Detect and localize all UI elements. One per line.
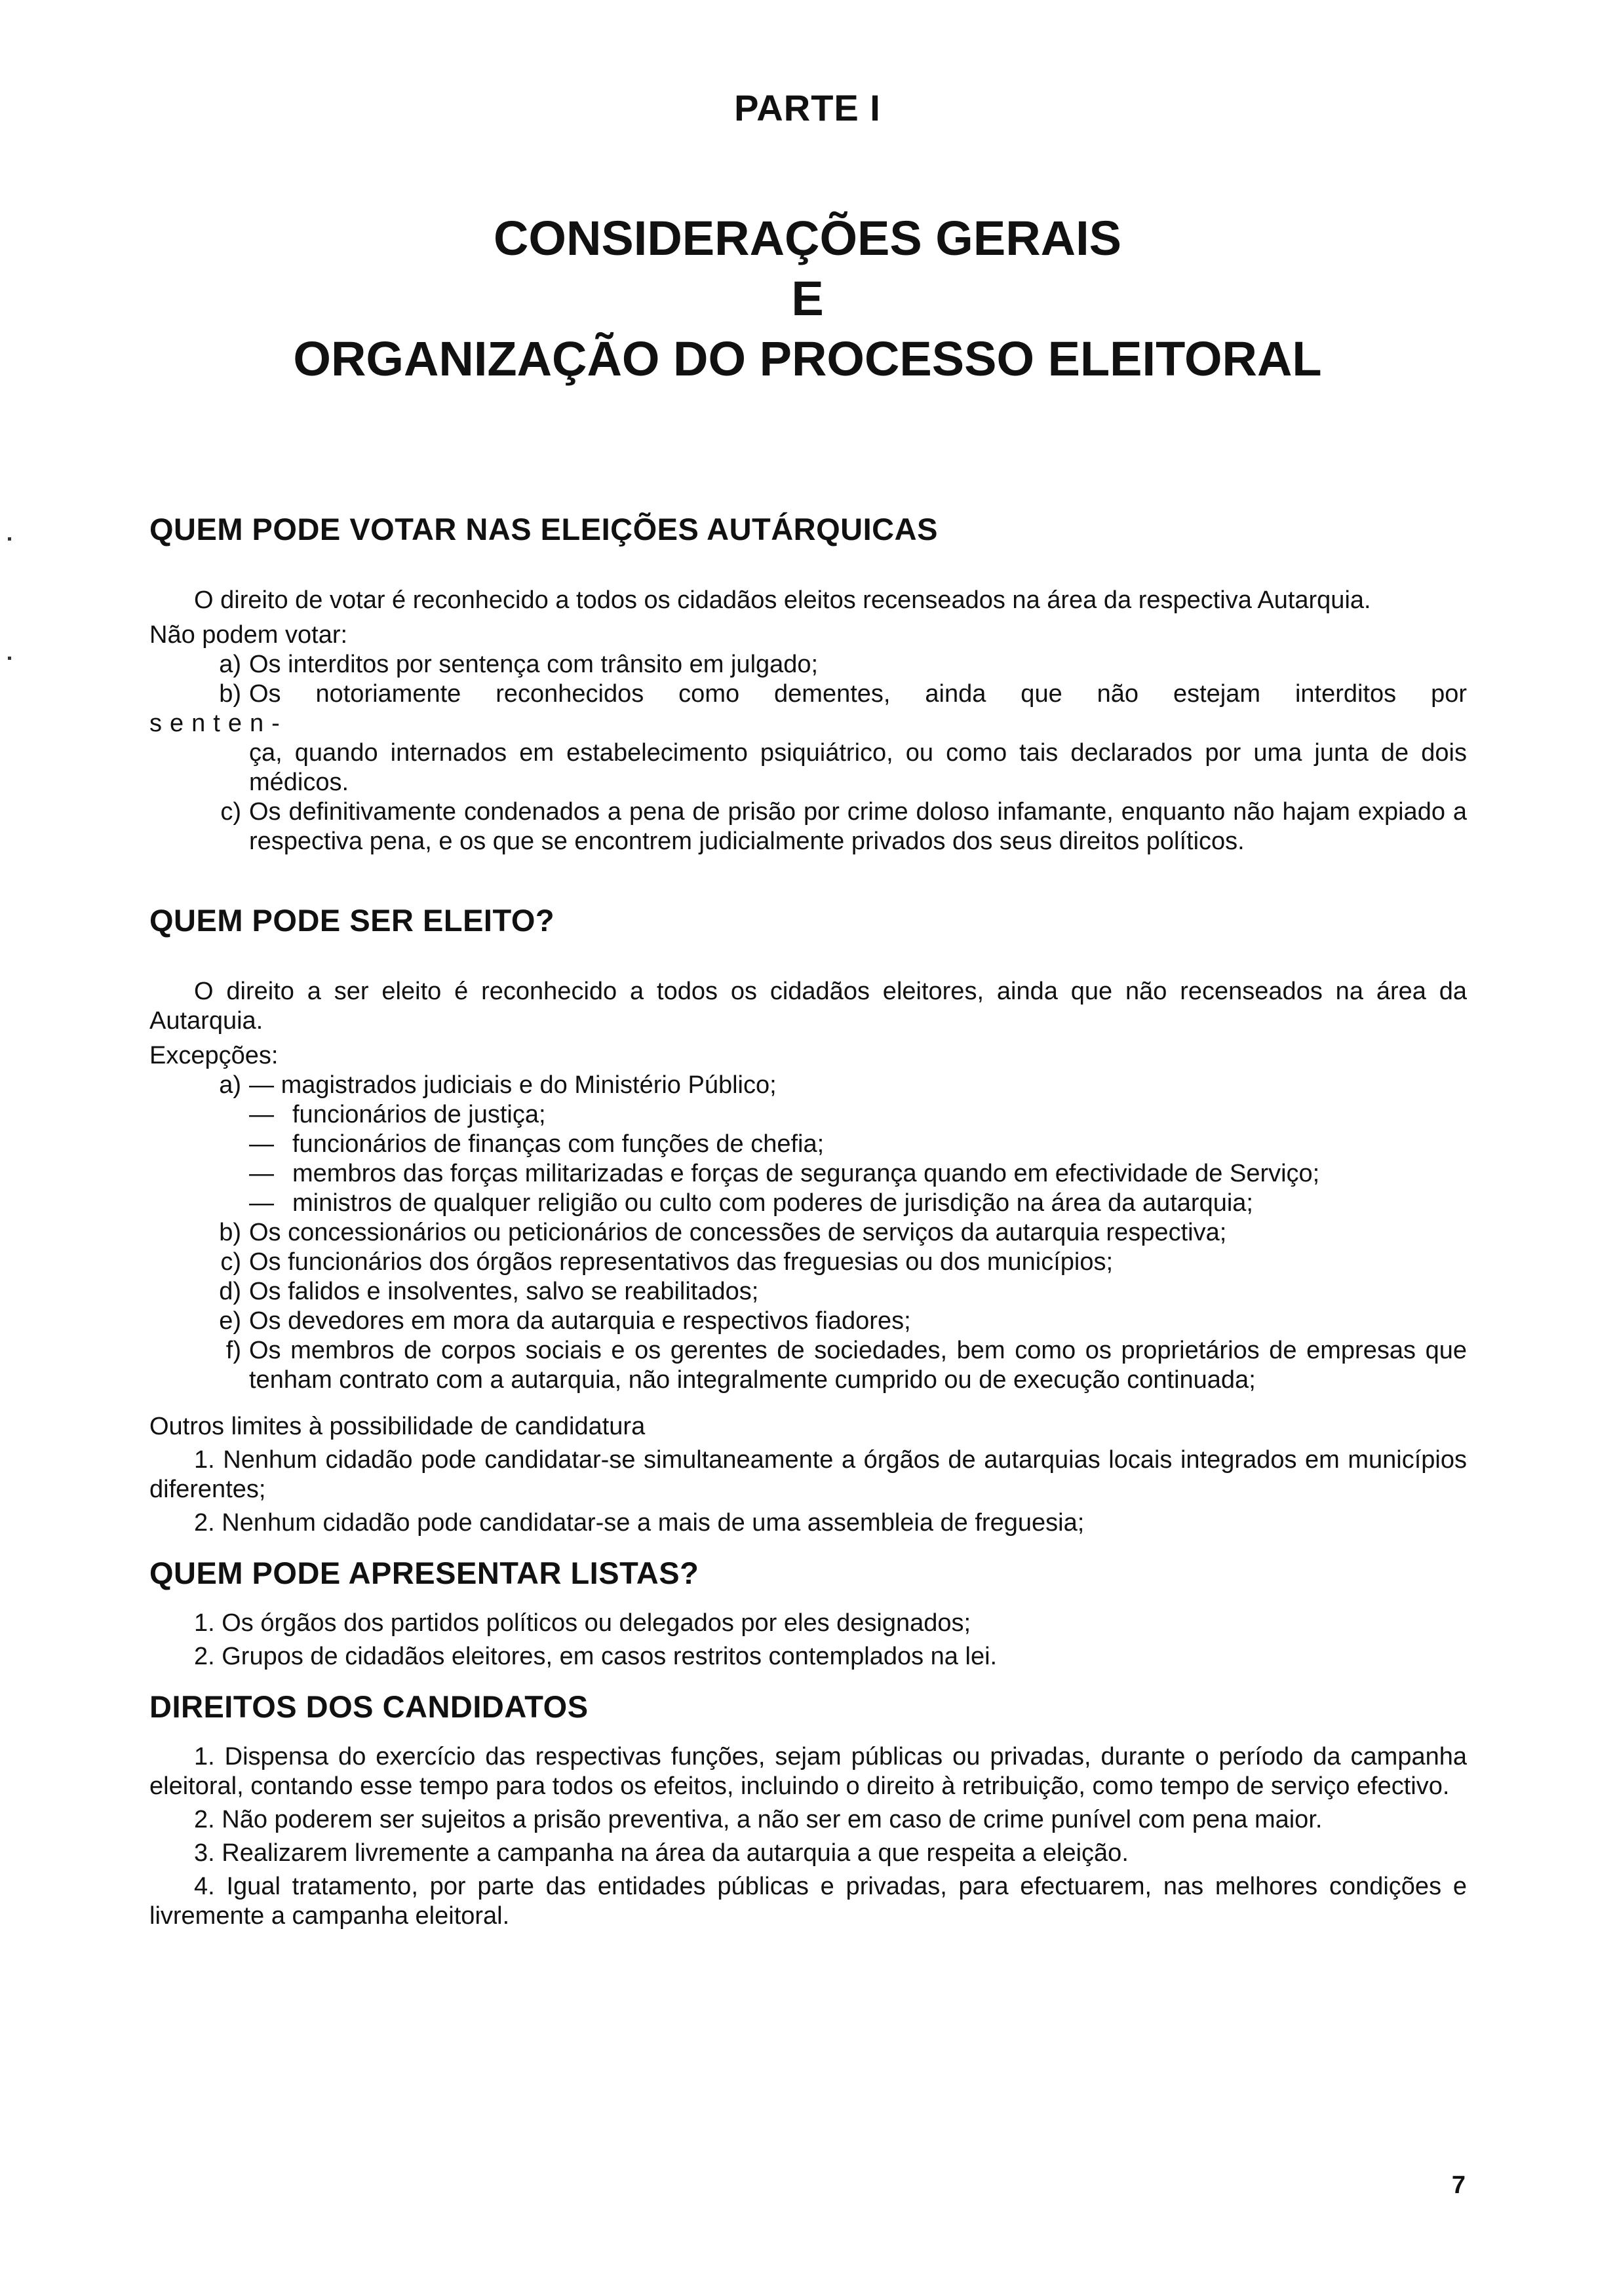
list-lead: Não podem votar:: [149, 621, 348, 649]
dash-marker: —: [249, 1130, 274, 1158]
title-line-2: E: [791, 271, 824, 326]
dash-marker: —: [249, 1189, 274, 1217]
dash-marker: —: [249, 1101, 274, 1128]
list-marker: f): [225, 1337, 241, 1364]
list-marker: b): [219, 680, 241, 708]
list-item: [149, 650, 1467, 679]
dash-item-text: magistrados judiciais e do Ministério Público;: [281, 1071, 777, 1099]
main-title: [0, 208, 1615, 389]
section-heading-who-can-vote: QUEM PODE VOTAR NAS ELEIÇÕES AUTÁRQUICAS: [149, 512, 938, 546]
page-number: 7: [1451, 2172, 1466, 2199]
list-item: [149, 1277, 1467, 1307]
dash-item-text: funcionários de justiça;: [292, 1101, 546, 1128]
list-lead: Outros limites à possibilidade de candidatura: [149, 1413, 646, 1440]
list-text: Os devedores em mora da autarquia e respectivos fiadores;: [249, 1307, 911, 1335]
list-lead: Excepções:: [149, 1042, 279, 1069]
part-label: PARTE I: [734, 87, 881, 128]
dash-marker: —: [249, 1071, 274, 1099]
dash-marker: —: [249, 1160, 274, 1187]
list-marker: c): [220, 1248, 241, 1276]
paragraph: O direito de votar é reconhecido a todos os cidadãos eleitos recenseados na área da respectiva Autarquia.: [194, 586, 1371, 614]
dash-item: [149, 1100, 1467, 1130]
hyphenated-fragment: senten-: [149, 710, 288, 737]
list-text: [249, 1071, 1467, 1100]
numbered-paragraph: 1. Nenhum cidadão pode candidatar-se simultaneamente a órgãos de autarquias locais integrados em municípios diferentes;: [149, 1446, 1467, 1503]
section-heading-who-can-be-elected: QUEM PODE SER ELEITO?: [149, 903, 555, 938]
list-text: Os falidos e insolventes, salvo se reabilitados;: [249, 1278, 759, 1305]
document-body: [149, 511, 1467, 1931]
dash-item: [149, 1130, 1467, 1159]
dash-item-text: funcionários de finanças com funções de chefia;: [292, 1130, 825, 1158]
list-text: Os notoriamente reconhecidos como dementes, ainda que não estejam interditos por: [249, 680, 1467, 708]
list-marker: b): [219, 1219, 241, 1246]
list-text: Os interditos por sentença com trânsito em julgado;: [249, 651, 819, 678]
list-text: Os concessionários ou peticionários de concessões de serviços da autarquia respectiva;: [249, 1219, 1227, 1246]
list-marker: d): [219, 1278, 241, 1305]
list-item: [149, 797, 1467, 856]
list-item: [149, 1336, 1467, 1395]
list-marker: a): [219, 1071, 241, 1099]
list-item: [149, 679, 1467, 709]
list-marker: a): [219, 651, 241, 678]
scan-speck: [8, 657, 11, 660]
list-marker: e): [219, 1307, 241, 1335]
list-item: [149, 1218, 1467, 1248]
section-heading-who-can-present-lists: QUEM PODE APRESENTAR LISTAS?: [149, 1556, 699, 1590]
list-text-continued: ça, quando internados em estabelecimento psiquiátrico, ou como tais declarados por uma junta de dois médicos.: [249, 739, 1467, 796]
list-text: Os funcionários dos órgãos representativos das freguesias ou dos municípios;: [249, 1248, 1114, 1276]
dash-item: [149, 1189, 1467, 1218]
numbered-paragraph: 1. Dispensa do exercício das respectivas funções, sejam públicas ou privadas, durante o período da campanha eleitoral, contando esse tempo para todos os efeitos, incluindo o direito à retribuição, como tempo de serviço efectivo.: [149, 1743, 1467, 1800]
dash-item: [149, 1159, 1467, 1189]
numbered-paragraph: 1. Os órgãos dos partidos políticos ou delegados por eles designados;: [194, 1609, 971, 1637]
numbered-paragraph: 2. Não poderem ser sujeitos a prisão preventiva, a não ser em caso de crime punível com pena maior.: [194, 1806, 1323, 1833]
section-heading-candidate-rights: DIREITOS DOS CANDIDATOS: [149, 1689, 589, 1724]
list-marker: c): [220, 798, 241, 826]
numbered-paragraph: 4. Igual tratamento, por parte das entidades públicas e privadas, para efectuarem, nas melhores condições e livremente a campanha eleitoral.: [149, 1873, 1467, 1930]
list-item: [149, 1071, 1467, 1100]
list-text: Os definitivamente condenados a pena de prisão por crime doloso infamante, enquanto não hajam expiado a respectiva pena, e os que se encontrem judicialmente privados dos seus direitos políticos.: [249, 798, 1467, 855]
numbered-paragraph: 2. Grupos de cidadãos eleitores, em casos restritos contemplados na lei.: [194, 1643, 998, 1670]
dash-item-text: membros das forças militarizadas e forças de segurança quando em efectividade de Serviço;: [292, 1160, 1320, 1187]
numbered-paragraph: 2. Nenhum cidadão pode candidatar-se a mais de uma assembleia de freguesia;: [194, 1509, 1085, 1537]
dash-item-text: ministros de qualquer religião ou culto com poderes de jurisdição na área da autarquia;: [292, 1189, 1253, 1217]
scan-speck: [8, 537, 11, 541]
numbered-paragraph: 3. Realizarem livremente a campanha na área da autarquia a que respeita a eleição.: [194, 1839, 1129, 1867]
title-line-3: ORGANIZAÇÃO DO PROCESSO ELEITORAL: [293, 332, 1322, 386]
list-item: [149, 1248, 1467, 1277]
paragraph: O direito a ser eleito é reconhecido a todos os cidadãos eleitores, ainda que não recenseados na área da Autarquia.: [149, 978, 1467, 1035]
list-text: Os membros de corpos sociais e os gerentes de sociedades, bem como os proprietários de empresas que tenham contrato com a autarquia, não integralmente cumprido ou de execução continuada;: [249, 1337, 1467, 1394]
title-line-1: CONSIDERAÇÕES GERAIS: [493, 211, 1122, 265]
list-item: [149, 1307, 1467, 1336]
